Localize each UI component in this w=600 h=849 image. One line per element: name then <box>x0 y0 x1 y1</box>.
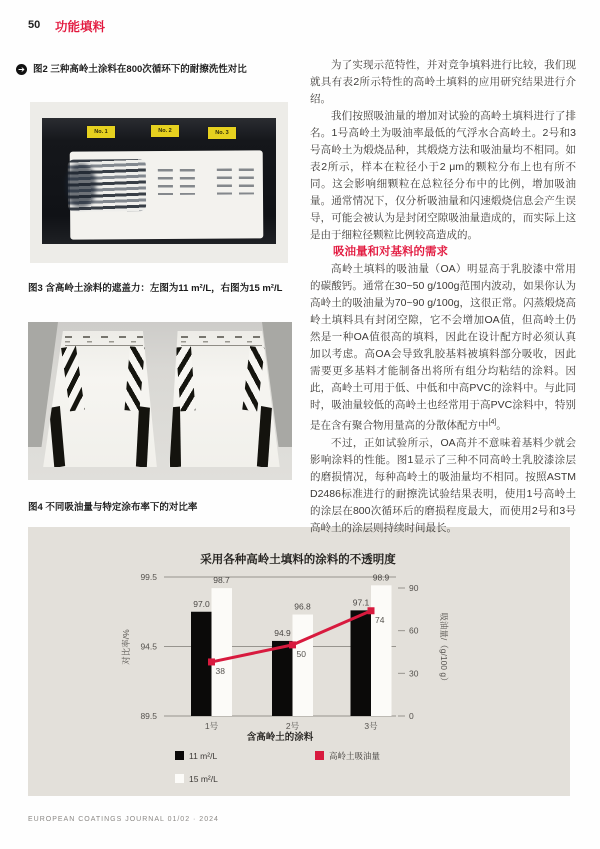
card-header-markings <box>65 334 143 346</box>
svg-text:15 m²/L: 15 m²/L <box>189 774 218 784</box>
figure-arrow-icon: ➔ <box>16 64 27 75</box>
svg-text:89.5: 89.5 <box>140 711 157 721</box>
reference-marker: [4] <box>488 419 497 426</box>
svg-text:98.9: 98.9 <box>372 572 390 583</box>
scrub-test-photo <box>42 118 276 244</box>
figure3-photo <box>28 322 292 480</box>
svg-text:30: 30 <box>409 668 419 679</box>
opacity-card-right <box>166 331 282 467</box>
chevron-stripes <box>61 346 85 411</box>
figure3-caption: 图3 含高岭土涂料的遮盖力：左图为11 m²/L，右图为15 m²/L <box>28 283 283 294</box>
chevron-stripes <box>176 346 195 411</box>
figure4-chart-panel <box>28 527 570 796</box>
scrub-marks-sample2 <box>158 169 195 197</box>
scrub-panel <box>70 150 264 239</box>
edge-stripe <box>256 406 271 468</box>
svg-text:含高岭土的涂料: 含高岭土的涂料 <box>246 732 314 743</box>
svg-text:74: 74 <box>375 614 385 625</box>
svg-text:2号: 2号 <box>285 721 300 731</box>
article-section-heading: 吸油量和对基料的需求 <box>333 246 448 258</box>
page-number: 50 <box>28 19 41 31</box>
svg-text:50: 50 <box>296 648 306 659</box>
svg-text:0: 0 <box>409 711 414 721</box>
svg-text:11 m²/L: 11 m²/L <box>189 751 218 761</box>
article-paragraph-4: 不过，正如试验所示，OA高并不意味着基料少就会影响涂料的性能。图1显示了三种不同高岭土乳胶漆涂层的磨损情况，每种高岭土的吸油量均不相同。按照ASTM D2486标准进行的耐擦洗试验结果表明，使用1号高岭土的涂层在800次循环后的磨损程度最大，而使用2号和3号高岭土的涂层则持续时间最长。 <box>310 436 576 534</box>
svg-text:97.1: 97.1 <box>352 597 370 608</box>
article-paragraph-2: 我们按照吸油量的增加对试验的高岭土填料进行了排名。1号高岭土为吸油率最低的气浮水合高岭土。2号和3号高岭土为煅烧品种，其煅烧方法和吸油量均不相同。如表2所示，样本在粒径小于2 μm的颗粒分布上也有所不同。这会影响细颗粒在总粒径分布中的比例，增加吸油量。通常情况下，仅分析吸油量和闪速煅烧信息会产生误导，可能会被认为是封闭空隙吸油量造成的，而实际上这是由于细粒径颗粒比例较高造成的。 <box>310 110 576 241</box>
svg-text:97.0: 97.0 <box>193 598 210 609</box>
figure2-photo <box>30 102 288 263</box>
edge-stripe <box>169 407 181 468</box>
svg-text:采用各种高岭土填料的涂料的不透明度: 采用各种高岭土填料的涂料的不透明度 <box>200 554 396 566</box>
svg-text:1号: 1号 <box>204 721 219 731</box>
article-column <box>310 57 576 537</box>
opacity-chart <box>28 527 570 796</box>
sample-label-1: No. 1 <box>87 126 115 138</box>
svg-text:高岭土吸油量: 高岭土吸油量 <box>329 751 381 761</box>
svg-text:96.8: 96.8 <box>294 601 311 612</box>
scrub-marks-sample1 <box>68 159 146 212</box>
section-title: 功能填料 <box>55 20 106 34</box>
svg-text:38: 38 <box>215 665 225 676</box>
edge-stripe <box>136 406 150 468</box>
article-paragraph-1: 为了实现示范特性，并对竞争填料进行比较，我们现就具有表2所示特性的高岭土填料的应用研究结果进行介绍。 <box>310 59 576 105</box>
sample-label-3: No. 3 <box>208 127 236 139</box>
chevron-stripes <box>242 346 265 411</box>
sample-label-2: No. 2 <box>151 125 179 137</box>
article-paragraph-3: 高岭土填料的吸油量（OA）明显高于乳胶漆中常用的碳酸钙。通常在30~50 g/100g范围内波动，如果你认为高岭土的吸油量为70~90 g/100g，这很正常。闪蒸煅烧高岭土填料具有封闭空隙，它不会增加OA值，但高岭土仍然是一种OA值很高的填料，因此在设计配方时必须认真加以考虑。高OA会导致乳胶基料被填料部分吸收，因此需要更多基料才能制备出将所有组分均粘结的涂料。因此，高岭土可用于低、中低和中高PVC的涂料中。与此同时，吸油量较低的高岭土也经常用于高PVC涂料中，特别是在含有聚合物用量高的分散体配方中[4]。 <box>310 263 576 432</box>
scrub-marks-sample3 <box>217 168 254 196</box>
opacity-card-left <box>42 331 158 467</box>
figure2-caption: 图2 三种高岭土涂料在800次循环下的耐擦洗性对比 <box>33 64 247 75</box>
footer-journal-line: EUROPEAN COATINGS JOURNAL 01/02 · 2024 <box>28 816 219 823</box>
svg-text:对比率/%: 对比率/% <box>121 629 131 665</box>
figure4-caption: 图4 不同吸油量与特定涂布率下的对比率 <box>28 502 198 513</box>
svg-text:99.5: 99.5 <box>140 572 157 582</box>
svg-text:94.5: 94.5 <box>140 641 157 652</box>
svg-text:60: 60 <box>409 625 419 636</box>
svg-text:94.9: 94.9 <box>274 627 291 638</box>
svg-text:3号: 3号 <box>364 721 378 731</box>
edge-stripe <box>49 406 65 468</box>
svg-text:吸油量/（g/100 g）: 吸油量/（g/100 g） <box>439 612 449 686</box>
svg-text:98.7: 98.7 <box>213 575 230 586</box>
card-header-markings <box>181 334 262 346</box>
svg-text:90: 90 <box>409 583 419 593</box>
chevron-stripes <box>125 346 146 411</box>
